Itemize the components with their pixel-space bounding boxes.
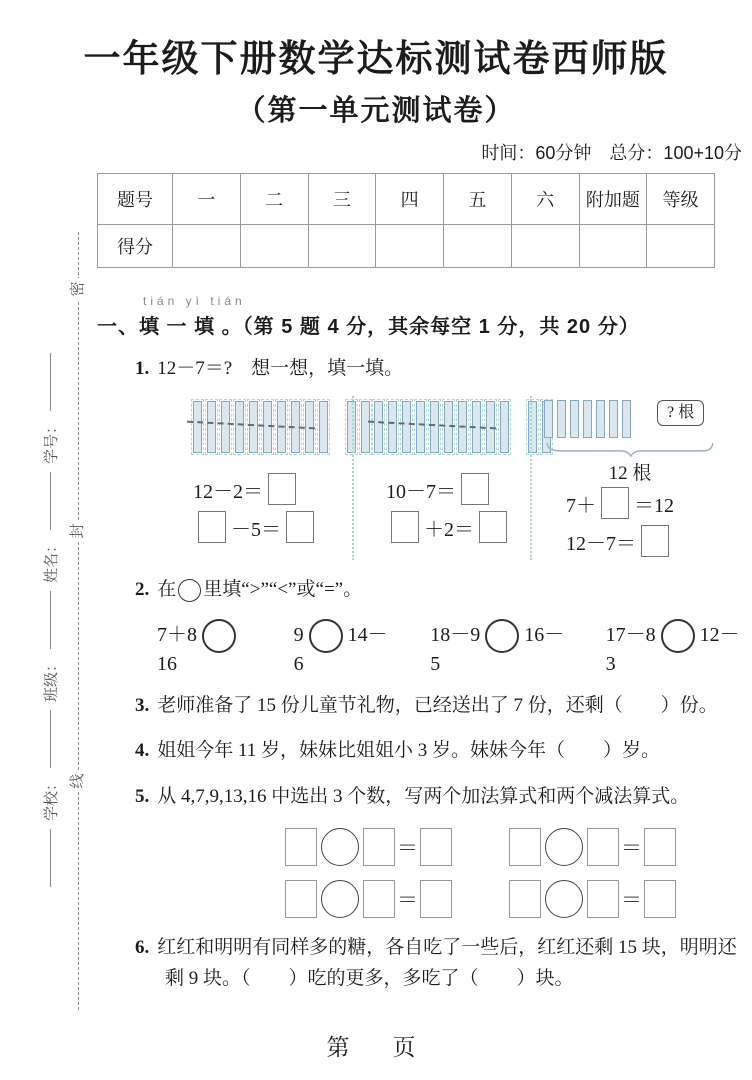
page-title: 一年级下册数学达标测试卷西师版 [83, 38, 669, 79]
stick [557, 400, 566, 438]
trailing-blank [49, 353, 51, 411]
score-table-header-cell: 一 [173, 174, 241, 225]
stick [444, 401, 453, 453]
question-2 [135, 574, 745, 605]
answer-circle[interactable] [202, 619, 236, 653]
equation-template: ＝ [507, 880, 687, 918]
score-cell[interactable] [647, 225, 715, 268]
question-2-text: 在 里填“>”“<”或“=”。 [157, 579, 362, 600]
stick [416, 401, 425, 453]
stick [263, 401, 272, 453]
stick [596, 400, 605, 438]
equation: 12－2＝ [191, 470, 352, 508]
score-cell[interactable] [579, 225, 647, 268]
question-6 [135, 932, 745, 995]
sticks-panel-3 [530, 396, 745, 560]
sticks-row [191, 396, 352, 470]
equation: 10－7＝ [372, 470, 530, 508]
answer-box[interactable] [509, 828, 541, 866]
question-2-number: 2. [135, 579, 150, 601]
school-label: 学校： [43, 776, 60, 822]
question-2-items [157, 618, 745, 676]
brace-label: 12 根 [608, 463, 652, 485]
score-table-header-cell: 等级 [647, 174, 715, 225]
student-info-strip [37, 230, 63, 1010]
name-field[interactable] [49, 591, 51, 649]
answer-circle[interactable] [321, 828, 359, 866]
question-6-text: 红红和明明有同样多的糖，各自吃了一些后，红红还剩 15 块，明明还剩 9 块。（ ）吃的更多，多吃了（ ）块。 [157, 937, 737, 990]
seal-dashed-line [78, 232, 79, 1010]
answer-circle[interactable] [178, 579, 201, 602]
compare-item: 18－9 16－5 [430, 618, 569, 676]
stick [207, 401, 216, 453]
question-4-text: 姐姐今年 11 岁，妹妹比姐姐小 3 岁。妹妹今年（ ）岁。 [157, 740, 661, 762]
stick [319, 401, 328, 453]
answer-box[interactable] [286, 511, 314, 543]
unknown-count-box[interactable]: ? 根 [657, 400, 704, 426]
stick [583, 400, 592, 438]
score-row-label: 得分 [98, 225, 173, 268]
answer-box[interactable] [509, 880, 541, 918]
score-table-header-cell: 附加题 [579, 174, 647, 225]
sticks-panel-2 [352, 396, 530, 560]
sticks-row [372, 396, 530, 470]
seal-char-xian: 线 [67, 770, 89, 792]
section1-heading [97, 294, 745, 339]
question-4-number: 4. [135, 740, 150, 762]
stick [622, 400, 631, 438]
score-table-header-cell: 题号 [98, 174, 173, 225]
answer-box[interactable] [644, 880, 676, 918]
answer-circle[interactable] [661, 619, 695, 653]
question-5-text: 从 4,7,9,13,16 中选出 3 个数，写两个加法算式和两个减法算式。 [157, 785, 690, 807]
question-5 [135, 781, 745, 812]
answer-circle[interactable] [545, 828, 583, 866]
stick [544, 400, 553, 438]
stick [221, 401, 230, 453]
stick [235, 401, 244, 453]
answer-box[interactable] [363, 828, 395, 866]
answer-box[interactable] [641, 525, 669, 557]
answer-box[interactable] [268, 473, 296, 505]
answer-box[interactable] [285, 880, 317, 918]
answer-box[interactable] [391, 511, 419, 543]
equation-template: ＝ [507, 828, 687, 866]
stick-bundle [191, 400, 335, 454]
equation: －5＝ [191, 508, 352, 546]
question-6-number: 6. [135, 937, 150, 959]
question-3 [135, 690, 745, 721]
score-table-header-cell: 二 [240, 174, 308, 225]
exam-info: 时间：60分钟 总分：100+10分 [481, 143, 742, 163]
name-label: 姓名： [43, 537, 60, 583]
question-3-number: 3. [135, 695, 150, 717]
answer-box[interactable] [461, 473, 489, 505]
seal-char-feng: 封 [67, 520, 89, 542]
class-field[interactable] [49, 710, 51, 768]
equation: ＋2＝ [372, 508, 530, 546]
stick [249, 401, 258, 453]
answer-circle[interactable] [485, 619, 519, 653]
question-5-number: 5. [135, 785, 150, 807]
class-label: 班级： [43, 657, 60, 703]
score-cell[interactable] [240, 225, 308, 268]
sticks-diagram [185, 396, 745, 560]
stick [374, 401, 383, 453]
seal-char-mi: 密 [67, 278, 89, 300]
equation-template: ＝ [283, 880, 463, 918]
sticks-row [544, 396, 745, 442]
compare-item: 7＋816 [157, 618, 258, 676]
question-3-text: 老师准备了 15 份儿童节礼物，已经送出了 7 份，还剩（ ）份。 [157, 695, 718, 717]
page-subtitle: （第一单元测试卷） [236, 95, 516, 127]
page-footer: 第 页 [326, 1034, 426, 1060]
stick [402, 401, 411, 453]
question-5-templates [283, 828, 745, 918]
answer-box[interactable] [587, 828, 619, 866]
answer-box[interactable] [420, 828, 452, 866]
answer-box[interactable] [644, 828, 676, 866]
equation-template: ＝ [283, 828, 463, 866]
section1-heading-text: 一、填 一 填 。（第 5 题 4 分，其余每空 1 分，共 20 分） [97, 316, 640, 338]
score-table [97, 173, 715, 268]
answer-box[interactable] [587, 880, 619, 918]
score-cell[interactable] [511, 225, 579, 268]
stick [500, 401, 509, 453]
stick [570, 400, 579, 438]
score-table-header-cell: 六 [511, 174, 579, 225]
answer-box[interactable] [363, 880, 395, 918]
score-cell[interactable] [308, 225, 376, 268]
score-cell[interactable] [444, 225, 512, 268]
stick [609, 400, 618, 438]
underbrace-icon [544, 442, 716, 458]
stick [388, 401, 397, 453]
equation: 12－7＝ [544, 522, 745, 560]
score-table-header-cell: 四 [376, 174, 444, 225]
compare-item: 17－8 12－3 [606, 618, 745, 676]
answer-circle[interactable] [321, 880, 359, 918]
question-4 [135, 735, 745, 766]
score-cell[interactable] [173, 225, 241, 268]
answer-box[interactable] [420, 880, 452, 918]
score-table-header-cell: 五 [444, 174, 512, 225]
answer-box[interactable] [198, 511, 226, 543]
plain-sticks [544, 400, 635, 443]
question-1-text: 12－7＝? 想一想，填一填。 [157, 358, 404, 379]
stick-bundle [372, 400, 516, 454]
answer-circle[interactable] [545, 880, 583, 918]
answer-box[interactable] [479, 511, 507, 543]
answer-circle[interactable] [309, 619, 343, 653]
paper-content [97, 173, 745, 995]
answer-box[interactable] [601, 487, 629, 519]
stick [430, 401, 439, 453]
question-1 [135, 353, 745, 384]
pinyin-annotation: tián yì tián [143, 294, 246, 308]
compare-item: 9 14－6 [294, 618, 395, 676]
question-1-number: 1. [135, 358, 150, 379]
equation: 7＋ ＝12 [544, 484, 745, 522]
student-number-label: 学号： [43, 418, 60, 464]
school-field[interactable] [49, 829, 51, 887]
sticks-panel-1 [185, 396, 352, 560]
stick [193, 401, 202, 453]
student-number-field[interactable] [49, 472, 51, 530]
score-cell[interactable] [376, 225, 444, 268]
answer-box[interactable] [285, 828, 317, 866]
score-table-header-cell: 三 [308, 174, 376, 225]
